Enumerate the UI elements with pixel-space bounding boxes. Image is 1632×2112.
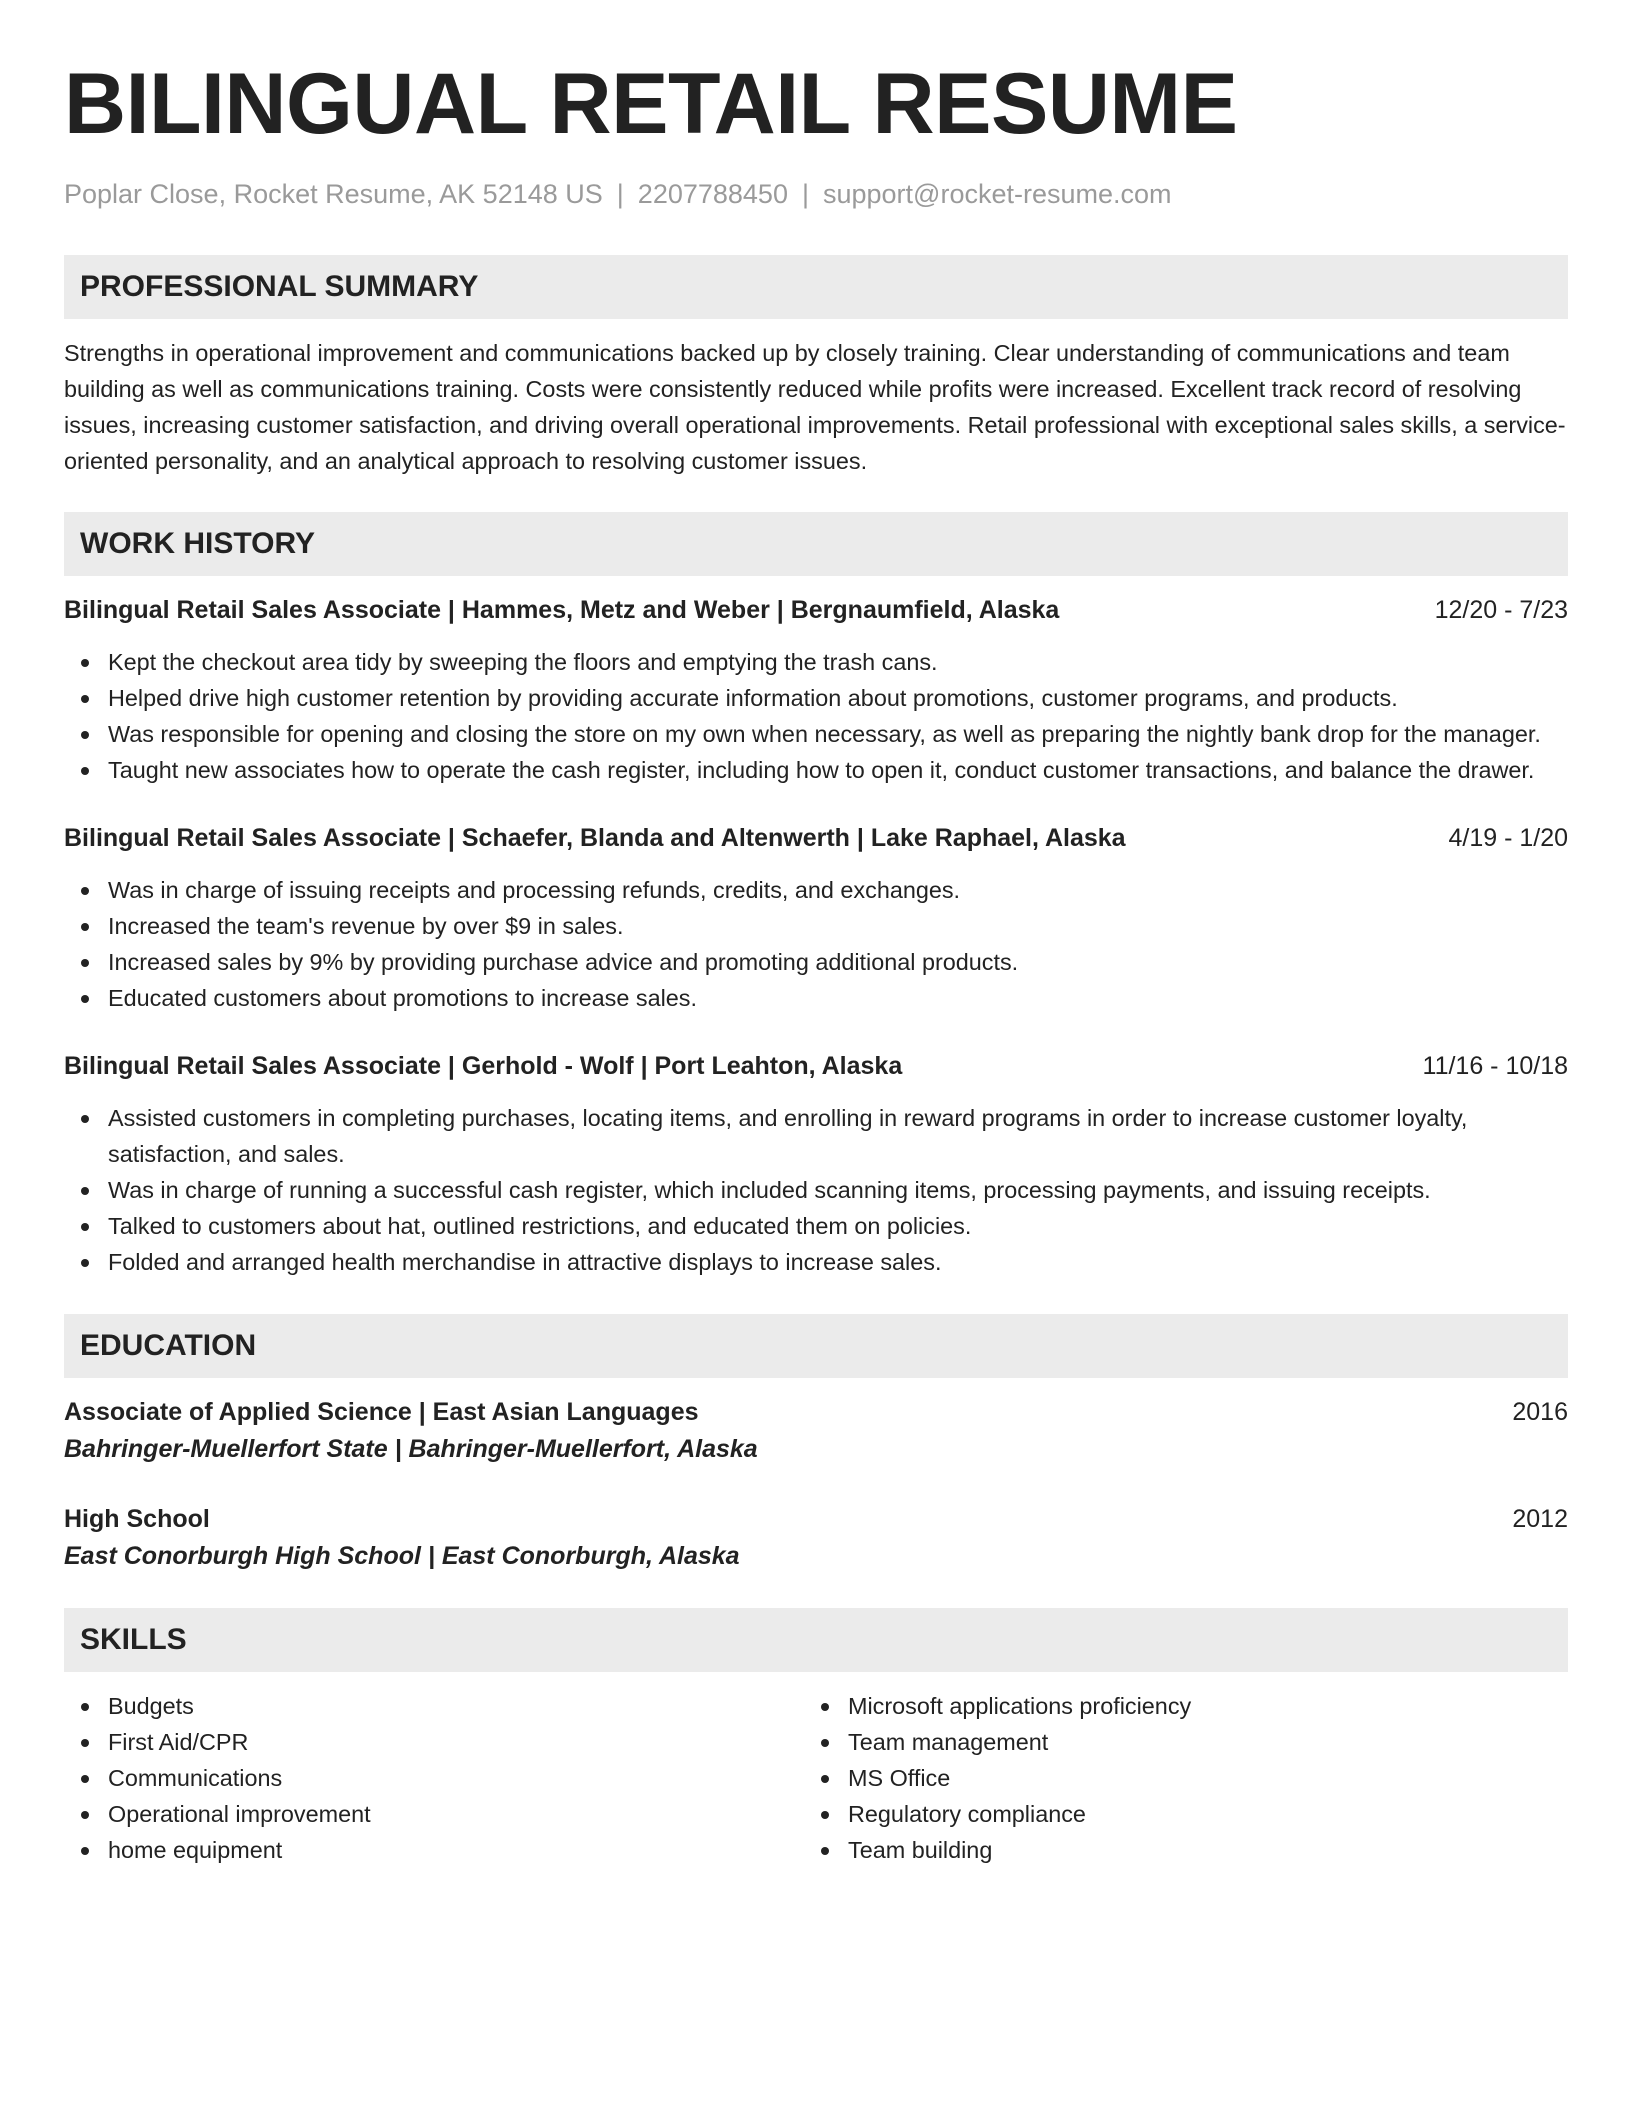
job-header [64, 820, 1568, 856]
job-title: Bilingual Retail Sales Associate | Hammes, Metz and Weber | Bergnaumfield, Alaska [64, 596, 1060, 624]
job-bullet: Was in charge of running a successful cash register, which included scanning items, processing payments, and issuing receipts. [64, 1172, 1568, 1208]
job-entry [64, 820, 1568, 1016]
skills-bullets [804, 1688, 1544, 1868]
education-degree: Associate of Applied Science | East Asian Languages [64, 1398, 699, 1426]
job-bullet: Assisted customers in completing purchases, locating items, and enrolling in reward programs in order to increase customer loyalty, satisfaction, and sales. [64, 1100, 1568, 1172]
job-bullet: Talked to customers about hat, outlined restrictions, and educated them on policies. [64, 1208, 1568, 1244]
education-school: East Conorburgh High School | East Conorburgh, Alaska [64, 1542, 740, 1570]
job-bullet: Increased sales by 9% by providing purchase advice and promoting additional products. [64, 944, 1568, 980]
skill-item: Budgets [64, 1688, 804, 1724]
skill-item: Operational improvement [64, 1796, 804, 1832]
contact-line [64, 176, 1568, 212]
job-bullets [64, 872, 1568, 1016]
job-bullet: Increased the team's revenue by over $9 in sales. [64, 908, 1568, 944]
skill-item: Communications [64, 1760, 804, 1796]
job-title: Bilingual Retail Sales Associate | Gerhold - Wolf | Port Leahton, Alaska [64, 1052, 903, 1080]
skill-item: First Aid/CPR [64, 1724, 804, 1760]
skills-column-right [804, 1688, 1544, 1868]
job-bullet: Taught new associates how to operate the cash register, including how to open it, conduct customer transactions, and balance the drawer. [64, 752, 1568, 788]
job-bullet: Kept the checkout area tidy by sweeping the floors and emptying the trash cans. [64, 644, 1568, 680]
job-bullet: Helped drive high customer retention by providing accurate information about promotions, customer programs, and products. [64, 680, 1568, 716]
job-dates: 4/19 - 1/20 [1448, 824, 1568, 852]
skill-item: Microsoft applications proficiency [804, 1688, 1544, 1724]
section-heading-education: EDUCATION [64, 1314, 1568, 1378]
section-heading-work-history: WORK HISTORY [64, 512, 1568, 576]
job-dates: 12/20 - 7/23 [1434, 596, 1568, 624]
skill-item: MS Office [804, 1760, 1544, 1796]
contact-email: support@rocket-resume.com [822, 179, 1172, 209]
job-bullet: Was in charge of issuing receipts and processing refunds, credits, and exchanges. [64, 872, 1568, 908]
skill-item: home equipment [64, 1832, 804, 1868]
education-header [64, 1394, 1568, 1430]
section-heading-skills: SKILLS [64, 1608, 1568, 1672]
job-header [64, 1048, 1568, 1084]
contact-separator: | [616, 179, 624, 209]
job-bullets [64, 644, 1568, 788]
job-dates: 11/16 - 10/18 [1422, 1052, 1568, 1080]
summary-text: Strengths in operational improvement and communications backed up by closely training. Clear understanding of communications and team building as well as communications training. Costs were consistently reduced while profits were increased. Excellent track record of resolving issues, increasing customer satisfaction, and driving overall operational improvements. Retail professional with exceptional sales skills, a service-oriented personality, and an analytical approach to resolving customer issues. [64, 340, 1566, 474]
education-year: 2016 [1512, 1398, 1568, 1426]
skill-item: Team management [804, 1724, 1544, 1760]
job-title: Bilingual Retail Sales Associate | Schaefer, Blanda and Altenwerth | Lake Raphael, Alaska [64, 824, 1126, 852]
job-entry [64, 1048, 1568, 1280]
section-heading-summary: PROFESSIONAL SUMMARY [64, 255, 1568, 319]
skill-item: Regulatory compliance [804, 1796, 1544, 1832]
skill-item: Team building [804, 1832, 1544, 1868]
education-entry [64, 1394, 1568, 1468]
job-header [64, 592, 1568, 628]
skills-list [64, 1688, 1568, 1868]
job-bullet: Folded and arranged health merchandise in attractive displays to increase sales. [64, 1244, 1568, 1280]
education-year: 2012 [1512, 1505, 1568, 1533]
contact-phone: 2207788450 [637, 179, 788, 209]
education-entry [64, 1501, 1568, 1575]
job-entry [64, 592, 1568, 788]
education-school: Bahringer-Muellerfort State | Bahringer-Muellerfort, Alaska [64, 1435, 758, 1463]
job-bullet: Educated customers about promotions to increase sales. [64, 980, 1568, 1016]
job-bullets [64, 1100, 1568, 1280]
skills-bullets [64, 1688, 804, 1868]
education-header [64, 1501, 1568, 1537]
resume-title: BILINGUAL RETAIL RESUME [64, 56, 1238, 152]
job-bullet: Was responsible for opening and closing the store on my own when necessary, as well as preparing the nightly bank drop for the manager. [64, 716, 1568, 752]
education-degree: High School [64, 1505, 210, 1533]
contact-separator: | [801, 179, 809, 209]
contact-address: Poplar Close, Rocket Resume, AK 52148 US [64, 179, 603, 209]
skills-column-left [64, 1688, 804, 1868]
